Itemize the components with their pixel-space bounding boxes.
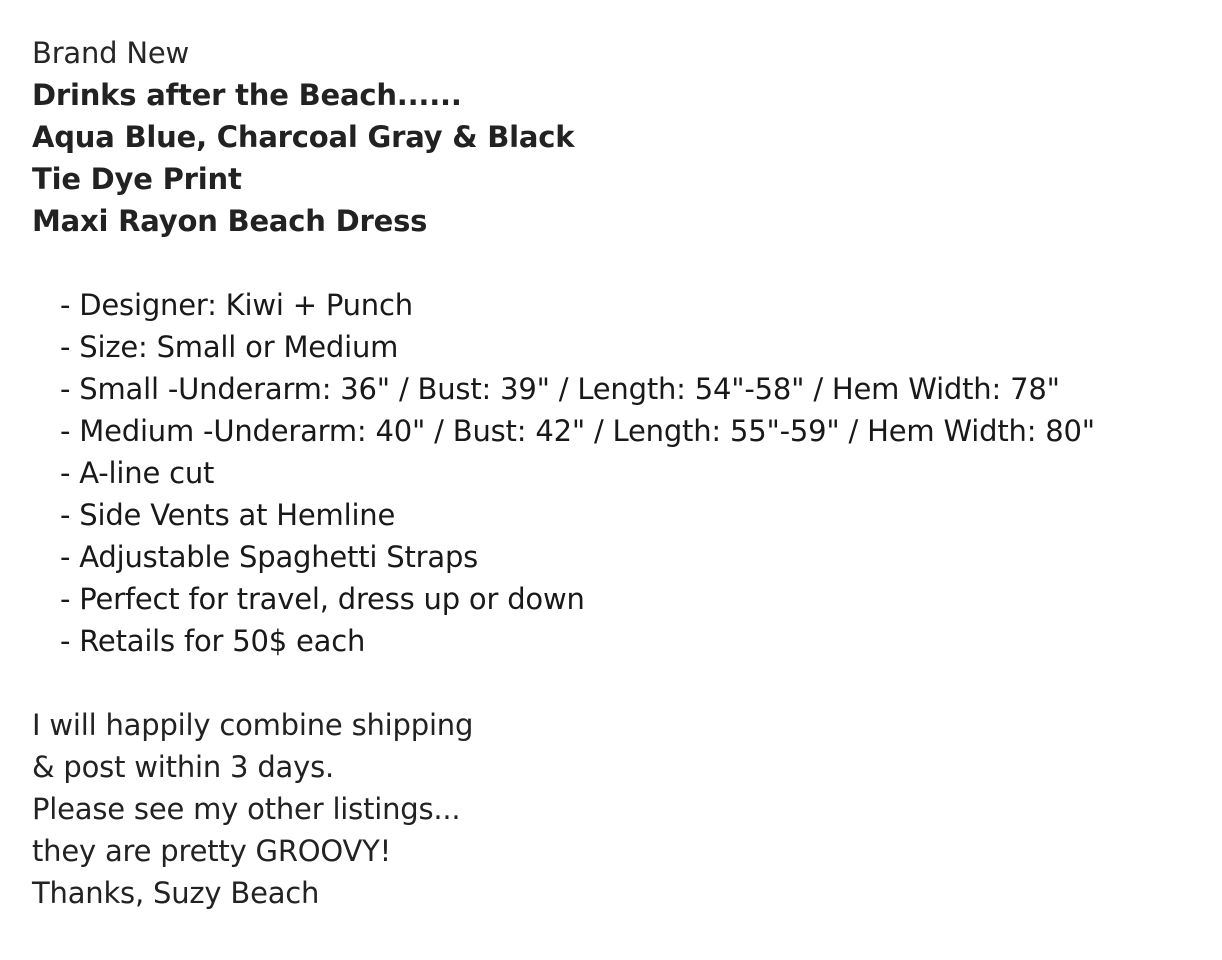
title-line: Aqua Blue, Charcoal Gray & Black [32,120,575,154]
title-line: Tie Dye Print [32,162,242,196]
seller-closing-note [32,704,1095,914]
title-line: Drinks after the Beach...... [32,78,462,112]
listing-title-block [32,74,1095,242]
closing-line: Please see my other listings... [32,792,461,826]
feature-item: - Adjustable Spaghetti Straps [60,540,479,574]
listing-description [32,32,1095,914]
feature-item: - Retails for 50$ each [60,624,366,658]
closing-line: I will happily combine shipping [32,708,474,742]
feature-item: - Side Vents at Hemline [60,498,396,532]
feature-item: - Designer: Kiwi + Punch [60,288,413,322]
title-line: Maxi Rayon Beach Dress [32,204,428,238]
feature-item: - Size: Small or Medium [60,330,399,364]
seller-signature: Thanks, Suzy Beach [32,876,320,910]
feature-item: - Medium -Underarm: 40" / Bust: 42" / Length: 55"-59" / Hem Width: 80" [60,414,1095,448]
feature-item: - A-line cut [60,456,215,490]
feature-list [32,284,1095,662]
feature-item: - Perfect for travel, dress up or down [60,582,585,616]
closing-line: & post within 3 days. [32,750,334,784]
closing-line: they are pretty GROOVY! [32,834,392,868]
blank-line [32,662,1095,704]
blank-line [32,242,1095,284]
feature-item: - Small -Underarm: 36" / Bust: 39" / Length: 54"-58" / Hem Width: 78" [60,372,1060,406]
item-condition: Brand New [32,36,190,70]
